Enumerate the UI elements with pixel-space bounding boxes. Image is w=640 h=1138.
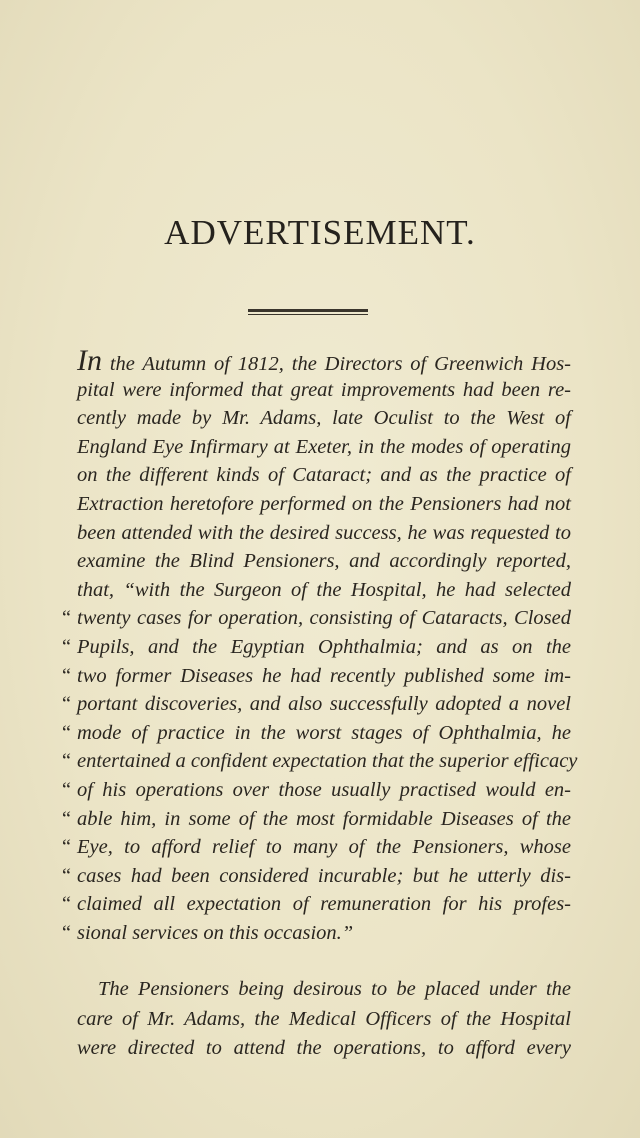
quote-mark: “ bbox=[62, 922, 71, 944]
text-line bbox=[77, 833, 571, 861]
line-text: sional services on this occasion.” bbox=[77, 922, 354, 944]
quote-mark: “ bbox=[62, 864, 71, 887]
text-line bbox=[77, 975, 571, 1003]
quote-mark: “ bbox=[62, 836, 71, 859]
text-line bbox=[77, 633, 571, 661]
line-text: cently made by Mr. Adams, late Oculist to the West of bbox=[77, 407, 571, 430]
line-text: twenty cases for operation, consisting of Cataracts, Closed bbox=[77, 607, 571, 630]
line-text: portant discoveries, and also successfully adopted a novel bbox=[77, 693, 571, 716]
quote-mark: “ bbox=[62, 750, 71, 773]
line-text: entertained a confident expectation that the superior efficacy bbox=[77, 750, 578, 773]
text-line bbox=[77, 862, 571, 890]
title-rule-thick bbox=[248, 309, 368, 312]
line-text: cases had been considered incurable; but he utterly dis- bbox=[77, 864, 571, 887]
text-line bbox=[77, 547, 571, 575]
line-text: mode of practice in the worst stages of Ophthalmia, he bbox=[77, 721, 571, 744]
text-line bbox=[77, 461, 571, 489]
drop-cap: In bbox=[77, 344, 102, 377]
quote-mark: “ bbox=[62, 893, 71, 916]
quote-mark: “ bbox=[62, 664, 71, 687]
text-line bbox=[77, 433, 571, 461]
text-line bbox=[77, 747, 578, 775]
quote-mark: “ bbox=[62, 779, 71, 801]
text-line bbox=[77, 662, 571, 690]
quote-mark: “ bbox=[62, 693, 71, 716]
line-text: Eye, to afford relief to many of the Pensioners, whose bbox=[77, 836, 571, 859]
line-text: examine the Blind Pensioners, and accordingly reported, bbox=[77, 550, 571, 573]
page-title: ADVERTISEMENT. bbox=[164, 213, 476, 252]
text-line bbox=[77, 1005, 571, 1033]
line-text: were directed to attend the operations, to afford every bbox=[77, 1037, 571, 1059]
line-text: on the different kinds of Cataract; and as the practice of bbox=[77, 464, 571, 487]
line-text: able him, in some of the most formidable Diseases of the bbox=[77, 807, 571, 830]
text-line bbox=[77, 690, 571, 718]
text-line bbox=[77, 719, 571, 747]
text-line bbox=[77, 1034, 571, 1062]
line-text: Extraction heretofore performed on the Pensioners had not bbox=[77, 493, 571, 515]
line-text: The Pensioners being desirous to be placed under the bbox=[98, 978, 571, 1000]
text-line bbox=[77, 490, 571, 518]
line-text: care of Mr. Adams, the Medical Officers of the Hospital bbox=[77, 1007, 571, 1030]
line-text: Pupils, and the Egyptian Ophthalmia; and as on the bbox=[77, 636, 571, 658]
text-line bbox=[77, 404, 571, 432]
quote-mark: “ bbox=[62, 807, 71, 830]
quote-mark: “ bbox=[62, 721, 71, 744]
title-rule-thin bbox=[248, 314, 368, 315]
line-text: pital were informed that great improvements had been re- bbox=[77, 378, 571, 401]
text-line bbox=[77, 576, 571, 604]
line-text: England Eye Infirmary at Exeter, in the modes of operating bbox=[77, 435, 571, 458]
text-line bbox=[77, 805, 571, 833]
text-line bbox=[77, 604, 571, 632]
line-text: been attended with the desired success, he was requested to bbox=[77, 521, 571, 544]
text-line bbox=[77, 776, 571, 804]
text-line bbox=[77, 919, 571, 947]
quote-mark: “ bbox=[62, 607, 71, 630]
line-text: claimed all expectation of remuneration for his profes- bbox=[77, 893, 571, 916]
text-line bbox=[77, 519, 571, 547]
line-text: two former Diseases he had recently published some im- bbox=[77, 664, 571, 687]
line-text: that, “with the Surgeon of the Hospital, he had selected bbox=[77, 578, 571, 601]
text-line bbox=[77, 890, 571, 918]
line-text: of his operations over those usually practised would en- bbox=[77, 779, 571, 801]
text-line bbox=[77, 376, 571, 404]
line-text: the Autumn of 1812, the Directors of Greenwich Hos- bbox=[102, 353, 571, 375]
quote-mark: “ bbox=[62, 636, 71, 658]
text-line bbox=[77, 344, 571, 377]
